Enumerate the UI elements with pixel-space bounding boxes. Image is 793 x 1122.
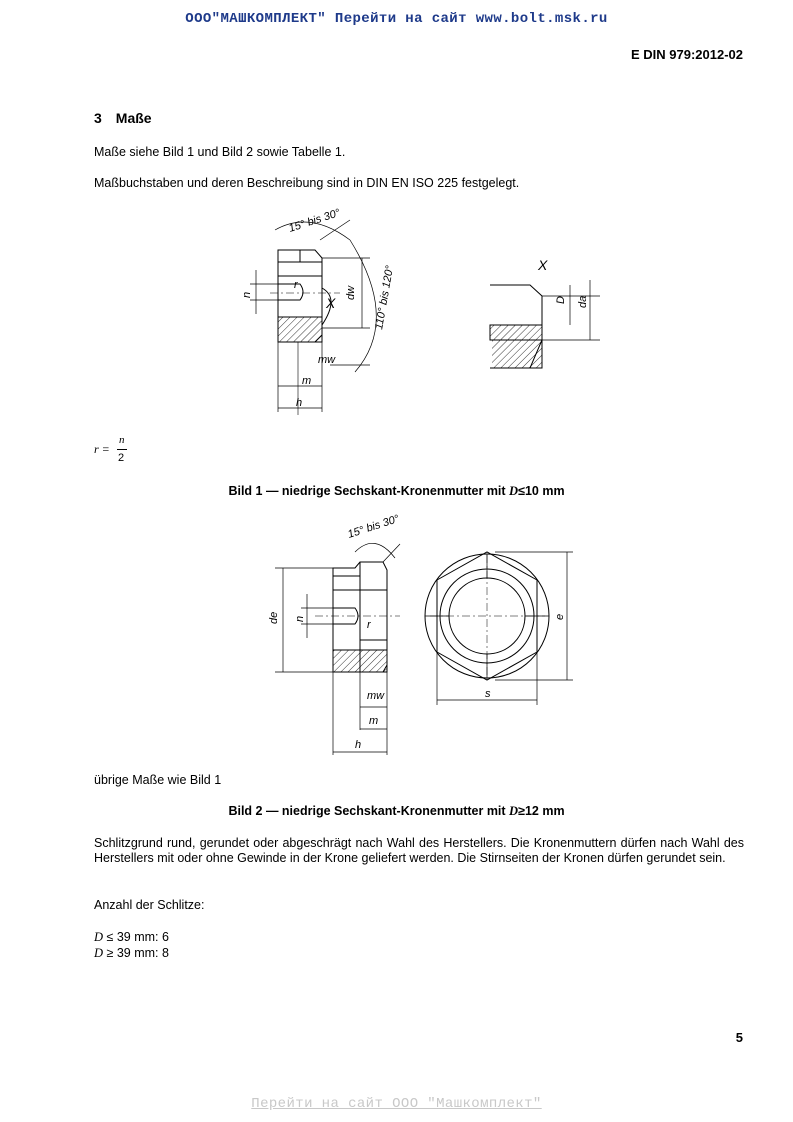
fig2-dimensions xyxy=(275,543,400,755)
fig2-n-label: n xyxy=(294,615,306,622)
fig1-nut-side-view xyxy=(270,250,340,415)
fig1-dw-label: dw xyxy=(345,285,357,300)
fig1-r-label: r xyxy=(294,279,298,291)
figure-2-caption: Bild 2 — niedrige Sechskant-Kronenmutter mit D≥12 mm xyxy=(228,804,565,818)
fig1-h-label: h xyxy=(296,397,303,409)
fig1-m-label: m xyxy=(302,375,312,387)
fig2-r-label: r xyxy=(367,619,371,631)
paragraph-symbols-ref: Maßbuchstaben und deren Beschreibung sind in DIN EN ISO 225 festgelegt. xyxy=(94,176,520,190)
page-number: 5 xyxy=(735,1030,743,1045)
fig1-angle-top-label: 15° bis 30° xyxy=(287,206,342,235)
fig2-m-label: m xyxy=(369,715,379,727)
fig2-mw-label: mw xyxy=(367,690,385,702)
formula-r: r = xyxy=(94,442,110,456)
fig2-s-label: s xyxy=(485,688,491,700)
fig2-h-label: h xyxy=(355,739,362,751)
paragraph-figures-ref: Maße siehe Bild 1 und Bild 2 sowie Tabelle 1. xyxy=(94,145,346,159)
header-site-link[interactable]: ООО"МАШКОМПЛЕКТ" Перейти на сайт www.bolt.msk.ru xyxy=(185,11,608,27)
fig2-angle-top-label: 15° bis 30° xyxy=(346,512,401,541)
slot-count-line-2: D ≥ 39 mm: 8 xyxy=(94,946,169,960)
document-id: E DIN 979:2012-02 xyxy=(630,47,743,62)
section-heading xyxy=(94,110,152,126)
figure-1-caption: Bild 1 — niedrige Sechskant-Kronenmutter mit D≤10 mm xyxy=(228,484,565,498)
formula-numerator: n xyxy=(119,434,125,446)
fig2-nut-front-view xyxy=(425,552,549,680)
figure-2-drawing xyxy=(255,510,585,760)
section-title: Maße xyxy=(115,110,152,126)
fig2-e-label: e xyxy=(554,613,566,620)
paragraph-slot-base: Schlitzgrund rund, gerundet oder abgeschrägt nach Wahl des Herstellers. Die Kronenmuttern dürfen nach Wahl des Herstellers mit oder ohne Gewinde in der Krone geliefert werden. Die Stirnseiten der Kronen dürfen gerundet sein. xyxy=(94,836,744,865)
figure-2-note: übrige Maße wie Bild 1 xyxy=(94,773,222,787)
fig1-mw-label: mw xyxy=(318,354,336,366)
figure-1-drawing xyxy=(230,200,610,415)
section-number: 3 xyxy=(94,110,102,126)
formula-fraction-bar xyxy=(117,449,127,450)
fig1-dimensions xyxy=(250,220,376,412)
fig2-nut-side-view xyxy=(315,562,400,672)
fig2-de-label: de xyxy=(268,611,280,624)
paragraph-slot-count: Anzahl der Schlitze: xyxy=(94,898,205,912)
fig1-da-label: da xyxy=(577,295,589,308)
fig1-x-mark: X xyxy=(326,295,336,311)
fig1-angle-side-label: 110° bis 120° xyxy=(373,264,397,331)
fig1-detail-x xyxy=(490,280,600,368)
formula-denominator: 2 xyxy=(118,452,125,464)
fig2-front-dimensions xyxy=(437,552,573,705)
fig1-D-label: D xyxy=(555,296,567,304)
slot-count-line-1: D ≤ 39 mm: 6 xyxy=(94,930,169,944)
fig1-n-label: n xyxy=(241,291,253,298)
footer-site-link[interactable]: Перейти на сайт ООО "Машкомплект" xyxy=(251,1096,542,1112)
fig1-detail-x-mark: X xyxy=(538,257,548,273)
